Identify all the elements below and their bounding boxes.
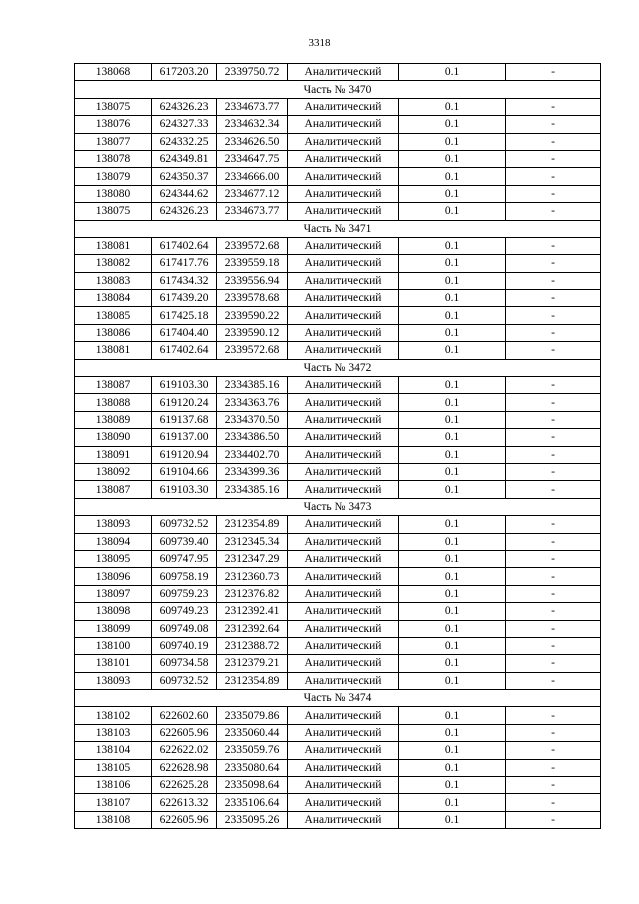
note-cell: - [506,603,601,620]
x-coordinate-cell: 622622.02 [152,742,217,759]
precision-cell: 0.1 [399,394,506,411]
precision-cell: 0.1 [399,133,506,150]
x-coordinate-cell: 619137.68 [152,411,217,428]
method-cell: Аналитический [288,203,399,220]
note-cell: - [506,637,601,654]
precision-cell: 0.1 [399,342,506,359]
y-coordinate-cell: 2334399.36 [217,463,288,480]
point-id-cell: 138087 [75,481,152,498]
note-cell: - [506,290,601,307]
note-cell: - [506,133,601,150]
table-row [75,603,601,620]
method-cell: Аналитический [288,481,399,498]
table-row [75,133,601,150]
point-id-cell: 138078 [75,150,152,167]
point-id-cell: 138090 [75,429,152,446]
x-coordinate-cell: 609739.40 [152,533,217,550]
y-coordinate-cell: 2339590.12 [217,324,288,341]
precision-cell: 0.1 [399,777,506,794]
precision-cell: 0.1 [399,272,506,289]
precision-cell: 0.1 [399,324,506,341]
y-coordinate-cell: 2312360.73 [217,568,288,585]
note-cell: - [506,620,601,637]
x-coordinate-cell: 622602.60 [152,707,217,724]
y-coordinate-cell: 2312379.21 [217,655,288,672]
precision-cell: 0.1 [399,98,506,115]
y-coordinate-cell: 2334632.34 [217,116,288,133]
note-cell: - [506,203,601,220]
point-id-cell: 138093 [75,672,152,689]
x-coordinate-cell: 624326.23 [152,98,217,115]
note-cell: - [506,585,601,602]
y-coordinate-cell: 2335060.44 [217,724,288,741]
method-cell: Аналитический [288,324,399,341]
point-id-cell: 138094 [75,533,152,550]
precision-cell: 0.1 [399,307,506,324]
note-cell: - [506,64,601,81]
method-cell: Аналитический [288,237,399,254]
method-cell: Аналитический [288,811,399,828]
point-id-cell: 138102 [75,707,152,724]
table-row [75,516,601,533]
y-coordinate-cell: 2335095.26 [217,811,288,828]
section-header-row [75,220,601,237]
note-cell: - [506,707,601,724]
x-coordinate-cell: 617404.40 [152,324,217,341]
point-id-cell: 138083 [75,272,152,289]
x-coordinate-cell: 624344.62 [152,185,217,202]
precision-cell: 0.1 [399,150,506,167]
y-coordinate-cell: 2334402.70 [217,446,288,463]
table-row [75,637,601,654]
method-cell: Аналитический [288,133,399,150]
table-row [75,185,601,202]
precision-cell: 0.1 [399,637,506,654]
precision-cell: 0.1 [399,185,506,202]
x-coordinate-cell: 609747.95 [152,550,217,567]
point-id-cell: 138091 [75,446,152,463]
table-row [75,324,601,341]
coordinates-table-body [75,64,601,829]
method-cell: Аналитический [288,342,399,359]
y-coordinate-cell: 2312388.72 [217,637,288,654]
method-cell: Аналитический [288,463,399,480]
note-cell: - [506,116,601,133]
y-coordinate-cell: 2339559.18 [217,255,288,272]
precision-cell: 0.1 [399,116,506,133]
point-id-cell: 138080 [75,185,152,202]
point-id-cell: 138075 [75,98,152,115]
table-row [75,98,601,115]
x-coordinate-cell: 619120.24 [152,394,217,411]
point-id-cell: 138106 [75,777,152,794]
table-row [75,759,601,776]
section-title: Часть № 3474 [75,690,601,707]
method-cell: Аналитический [288,290,399,307]
method-cell: Аналитический [288,533,399,550]
point-id-cell: 138084 [75,290,152,307]
point-id-cell: 138082 [75,255,152,272]
method-cell: Аналитический [288,411,399,428]
method-cell: Аналитический [288,550,399,567]
precision-cell: 0.1 [399,759,506,776]
y-coordinate-cell: 2334677.12 [217,185,288,202]
method-cell: Аналитический [288,185,399,202]
table-row [75,429,601,446]
method-cell: Аналитический [288,446,399,463]
section-header-row [75,690,601,707]
table-row [75,655,601,672]
y-coordinate-cell: 2334647.75 [217,150,288,167]
table-row [75,116,601,133]
x-coordinate-cell: 617434.32 [152,272,217,289]
x-coordinate-cell: 617439.20 [152,290,217,307]
precision-cell: 0.1 [399,411,506,428]
section-header-row [75,498,601,515]
point-id-cell: 138087 [75,377,152,394]
table-row [75,446,601,463]
table-row [75,742,601,759]
y-coordinate-cell: 2334626.50 [217,133,288,150]
note-cell: - [506,742,601,759]
table-row [75,272,601,289]
precision-cell: 0.1 [399,585,506,602]
y-coordinate-cell: 2334385.16 [217,481,288,498]
point-id-cell: 138095 [75,550,152,567]
note-cell: - [506,777,601,794]
y-coordinate-cell: 2312392.41 [217,603,288,620]
note-cell: - [506,237,601,254]
precision-cell: 0.1 [399,794,506,811]
x-coordinate-cell: 622628.98 [152,759,217,776]
y-coordinate-cell: 2334666.00 [217,168,288,185]
method-cell: Аналитический [288,620,399,637]
precision-cell: 0.1 [399,168,506,185]
point-id-cell: 138098 [75,603,152,620]
table-row [75,672,601,689]
x-coordinate-cell: 619104.66 [152,463,217,480]
y-coordinate-cell: 2339556.94 [217,272,288,289]
y-coordinate-cell: 2339578.68 [217,290,288,307]
note-cell: - [506,168,601,185]
section-header-row [75,81,601,98]
precision-cell: 0.1 [399,533,506,550]
y-coordinate-cell: 2339572.68 [217,342,288,359]
x-coordinate-cell: 624332.25 [152,133,217,150]
point-id-cell: 138068 [75,64,152,81]
x-coordinate-cell: 622613.32 [152,794,217,811]
note-cell: - [506,672,601,689]
table-row [75,707,601,724]
table-row [75,237,601,254]
table-row [75,203,601,220]
point-id-cell: 138107 [75,794,152,811]
note-cell: - [506,655,601,672]
precision-cell: 0.1 [399,655,506,672]
note-cell: - [506,446,601,463]
table-row [75,481,601,498]
table-row [75,533,601,550]
method-cell: Аналитический [288,255,399,272]
point-id-cell: 138075 [75,203,152,220]
x-coordinate-cell: 624349.81 [152,150,217,167]
precision-cell: 0.1 [399,463,506,480]
y-coordinate-cell: 2339590.22 [217,307,288,324]
table-row [75,64,601,81]
point-id-cell: 138079 [75,168,152,185]
table-row [75,568,601,585]
point-id-cell: 138096 [75,568,152,585]
table-row [75,620,601,637]
point-id-cell: 138077 [75,133,152,150]
table-row [75,463,601,480]
x-coordinate-cell: 622605.96 [152,724,217,741]
table-row [75,150,601,167]
method-cell: Аналитический [288,272,399,289]
precision-cell: 0.1 [399,255,506,272]
precision-cell: 0.1 [399,742,506,759]
x-coordinate-cell: 617203.20 [152,64,217,81]
method-cell: Аналитический [288,377,399,394]
method-cell: Аналитический [288,168,399,185]
table-row [75,290,601,307]
method-cell: Аналитический [288,777,399,794]
point-id-cell: 138108 [75,811,152,828]
x-coordinate-cell: 622605.96 [152,811,217,828]
x-coordinate-cell: 619137.00 [152,429,217,446]
method-cell: Аналитический [288,742,399,759]
note-cell: - [506,394,601,411]
table-row [75,724,601,741]
x-coordinate-cell: 609749.23 [152,603,217,620]
point-id-cell: 138104 [75,742,152,759]
note-cell: - [506,185,601,202]
y-coordinate-cell: 2334370.50 [217,411,288,428]
x-coordinate-cell: 617402.64 [152,237,217,254]
precision-cell: 0.1 [399,237,506,254]
x-coordinate-cell: 619103.30 [152,377,217,394]
table-row [75,811,601,828]
method-cell: Аналитический [288,429,399,446]
section-title: Часть № 3472 [75,359,601,376]
precision-cell: 0.1 [399,290,506,307]
y-coordinate-cell: 2334363.76 [217,394,288,411]
method-cell: Аналитический [288,516,399,533]
table-row [75,342,601,359]
point-id-cell: 138097 [75,585,152,602]
x-coordinate-cell: 609734.58 [152,655,217,672]
x-coordinate-cell: 624326.23 [152,203,217,220]
method-cell: Аналитический [288,603,399,620]
page-number: 3318 [308,37,331,49]
y-coordinate-cell: 2335059.76 [217,742,288,759]
section-title: Часть № 3471 [75,220,601,237]
table-row [75,550,601,567]
y-coordinate-cell: 2335098.64 [217,777,288,794]
method-cell: Аналитический [288,672,399,689]
point-id-cell: 138089 [75,411,152,428]
point-id-cell: 138093 [75,516,152,533]
section-title: Часть № 3470 [75,81,601,98]
coordinates-table [74,63,601,829]
precision-cell: 0.1 [399,620,506,637]
note-cell: - [506,98,601,115]
point-id-cell: 138088 [75,394,152,411]
point-id-cell: 138092 [75,463,152,480]
point-id-cell: 138100 [75,637,152,654]
method-cell: Аналитический [288,64,399,81]
table-row [75,307,601,324]
point-id-cell: 138101 [75,655,152,672]
precision-cell: 0.1 [399,811,506,828]
note-cell: - [506,568,601,585]
x-coordinate-cell: 609758.19 [152,568,217,585]
method-cell: Аналитический [288,655,399,672]
note-cell: - [506,324,601,341]
note-cell: - [506,533,601,550]
y-coordinate-cell: 2335079.86 [217,707,288,724]
table-row [75,377,601,394]
y-coordinate-cell: 2312347.29 [217,550,288,567]
note-cell: - [506,150,601,167]
table-row [75,255,601,272]
point-id-cell: 138105 [75,759,152,776]
point-id-cell: 138081 [75,342,152,359]
x-coordinate-cell: 619120.94 [152,446,217,463]
note-cell: - [506,481,601,498]
note-cell: - [506,411,601,428]
point-id-cell: 138099 [75,620,152,637]
section-title: Часть № 3473 [75,498,601,515]
x-coordinate-cell: 624350.37 [152,168,217,185]
x-coordinate-cell: 617402.64 [152,342,217,359]
method-cell: Аналитический [288,707,399,724]
x-coordinate-cell: 617417.76 [152,255,217,272]
note-cell: - [506,342,601,359]
y-coordinate-cell: 2335080.64 [217,759,288,776]
note-cell: - [506,377,601,394]
table-row [75,411,601,428]
x-coordinate-cell: 617425.18 [152,307,217,324]
precision-cell: 0.1 [399,568,506,585]
table-row [75,777,601,794]
precision-cell: 0.1 [399,64,506,81]
section-header-row [75,359,601,376]
method-cell: Аналитический [288,116,399,133]
table-row [75,168,601,185]
precision-cell: 0.1 [399,603,506,620]
x-coordinate-cell: 609749.08 [152,620,217,637]
x-coordinate-cell: 609740.19 [152,637,217,654]
method-cell: Аналитический [288,759,399,776]
note-cell: - [506,272,601,289]
y-coordinate-cell: 2334673.77 [217,98,288,115]
note-cell: - [506,724,601,741]
table-row [75,794,601,811]
precision-cell: 0.1 [399,446,506,463]
precision-cell: 0.1 [399,707,506,724]
note-cell: - [506,307,601,324]
note-cell: - [506,794,601,811]
y-coordinate-cell: 2312354.89 [217,672,288,689]
note-cell: - [506,429,601,446]
x-coordinate-cell: 609759.23 [152,585,217,602]
y-coordinate-cell: 2312392.64 [217,620,288,637]
precision-cell: 0.1 [399,550,506,567]
method-cell: Аналитический [288,394,399,411]
method-cell: Аналитический [288,98,399,115]
y-coordinate-cell: 2312345.34 [217,533,288,550]
y-coordinate-cell: 2334386.50 [217,429,288,446]
x-coordinate-cell: 624327.33 [152,116,217,133]
precision-cell: 0.1 [399,429,506,446]
note-cell: - [506,255,601,272]
y-coordinate-cell: 2339572.68 [217,237,288,254]
y-coordinate-cell: 2334673.77 [217,203,288,220]
method-cell: Аналитический [288,568,399,585]
point-id-cell: 138103 [75,724,152,741]
precision-cell: 0.1 [399,724,506,741]
note-cell: - [506,463,601,480]
y-coordinate-cell: 2334385.16 [217,377,288,394]
note-cell: - [506,759,601,776]
method-cell: Аналитический [288,307,399,324]
x-coordinate-cell: 609732.52 [152,672,217,689]
precision-cell: 0.1 [399,481,506,498]
point-id-cell: 138076 [75,116,152,133]
precision-cell: 0.1 [399,203,506,220]
y-coordinate-cell: 2339750.72 [217,64,288,81]
y-coordinate-cell: 2312354.89 [217,516,288,533]
table-row [75,585,601,602]
precision-cell: 0.1 [399,377,506,394]
x-coordinate-cell: 622625.28 [152,777,217,794]
y-coordinate-cell: 2312376.82 [217,585,288,602]
method-cell: Аналитический [288,794,399,811]
note-cell: - [506,516,601,533]
table-row [75,394,601,411]
method-cell: Аналитический [288,637,399,654]
method-cell: Аналитический [288,724,399,741]
point-id-cell: 138081 [75,237,152,254]
method-cell: Аналитический [288,585,399,602]
note-cell: - [506,811,601,828]
y-coordinate-cell: 2335106.64 [217,794,288,811]
precision-cell: 0.1 [399,672,506,689]
x-coordinate-cell: 609732.52 [152,516,217,533]
x-coordinate-cell: 619103.30 [152,481,217,498]
note-cell: - [506,550,601,567]
method-cell: Аналитический [288,150,399,167]
precision-cell: 0.1 [399,516,506,533]
point-id-cell: 138086 [75,324,152,341]
point-id-cell: 138085 [75,307,152,324]
